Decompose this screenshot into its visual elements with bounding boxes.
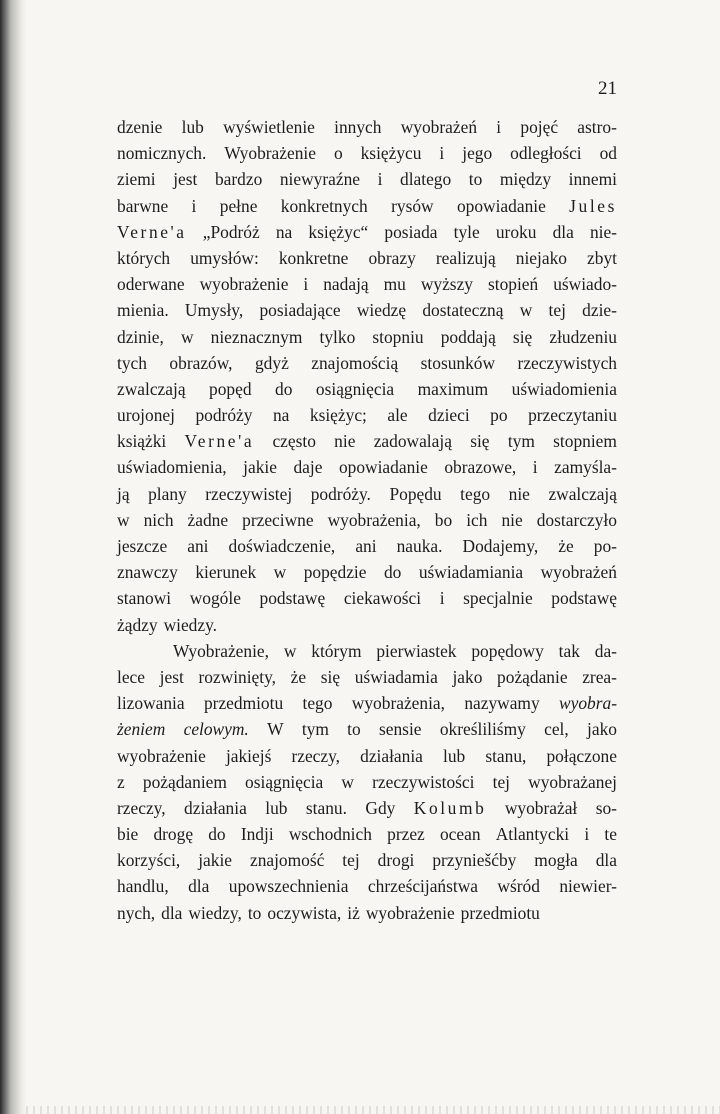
word: celowym.: [183, 719, 249, 740]
word: obrazowe,: [444, 457, 517, 478]
word: że: [558, 536, 574, 556]
word: dlatego: [400, 169, 452, 190]
word: żeniem: [117, 719, 166, 740]
word: przyniešćby: [432, 850, 517, 871]
word: nieznacznym: [210, 326, 303, 347]
word: dla: [188, 876, 210, 897]
word: popęd: [209, 378, 252, 399]
word: znajomość: [249, 850, 325, 871]
word: działania: [360, 745, 423, 766]
word: osiągnięcia: [245, 771, 324, 792]
word: niejako: [515, 247, 567, 268]
word: że: [290, 666, 307, 687]
word: jakiejś: [225, 745, 272, 766]
word: w: [519, 300, 533, 321]
page-binding-edge: [0, 0, 26, 1114]
word: iż: [347, 902, 360, 923]
word: wyobrażenia,: [351, 693, 445, 714]
word: bardzo: [214, 169, 263, 190]
word: tym: [301, 719, 329, 740]
word: stopień: [487, 274, 539, 295]
text-line: [117, 245, 617, 271]
word: dzie-: [582, 300, 617, 321]
text-line: [117, 376, 617, 402]
word: lub: [265, 797, 288, 818]
word: przedmiotu: [460, 902, 540, 923]
word: o: [333, 143, 343, 164]
word: w: [283, 640, 297, 661]
text-line: [117, 140, 617, 166]
word: to: [468, 169, 483, 190]
word: nadają: [323, 274, 369, 295]
word: jakie: [243, 457, 277, 478]
word: oderwane: [117, 274, 185, 295]
word: zamyśla-: [554, 457, 617, 478]
word: wyobrażenie: [117, 745, 206, 766]
word: niewyraźne: [279, 169, 361, 190]
word: uświadomienia,: [117, 457, 227, 478]
text-line: [117, 402, 617, 428]
word: na: [275, 221, 293, 242]
word: dla: [161, 902, 183, 923]
word: z: [117, 771, 125, 792]
word: jako: [452, 666, 483, 687]
word: Umysły,: [184, 300, 244, 321]
word: stopniu: [372, 326, 424, 347]
word: wśród: [497, 876, 540, 897]
body-text: [117, 114, 617, 926]
text-line: [117, 350, 617, 376]
word: W: [267, 719, 284, 740]
word: podstawę: [259, 588, 326, 609]
word: jako: [587, 719, 617, 740]
word: rozwinięty,: [198, 666, 277, 687]
word: żadne: [187, 509, 229, 530]
word: nie: [334, 431, 356, 452]
word: po: [490, 405, 508, 426]
word: często: [272, 431, 316, 452]
word: i: [584, 824, 590, 845]
word: obrazy: [368, 247, 416, 268]
word: jeszcze: [117, 536, 168, 556]
word: wyobrażeń: [540, 562, 617, 583]
word: opowiadanie: [456, 195, 546, 216]
word: działania: [184, 797, 247, 818]
text-line: [117, 795, 617, 821]
word: realizują: [435, 247, 496, 268]
word: innemi: [568, 169, 617, 190]
word: przeciwne: [242, 509, 314, 530]
word: pojęć: [520, 117, 559, 137]
word: wyobrażenie: [199, 274, 289, 295]
word: wyobrażał: [504, 797, 578, 818]
text-line: [117, 847, 617, 873]
text-line: [117, 585, 617, 611]
word: na: [272, 405, 290, 426]
word: dzinie,: [117, 326, 164, 347]
word: podstawę: [551, 588, 617, 609]
word: ją: [117, 483, 130, 504]
word: cel,: [544, 719, 569, 740]
word: się: [512, 326, 533, 347]
word: nazywamy: [464, 693, 540, 714]
page-number: 21: [598, 78, 617, 99]
word: rzeczy,: [291, 745, 341, 766]
word: nich: [143, 509, 174, 530]
word: podróży.: [310, 483, 371, 504]
word: mienia.: [117, 300, 169, 321]
text-line: [117, 507, 617, 533]
word: to: [247, 902, 262, 923]
word: Gdy: [365, 797, 396, 818]
word: tej: [492, 771, 511, 792]
word: i: [496, 117, 502, 137]
word: „Podróż: [202, 221, 260, 242]
word: bo: [434, 509, 453, 530]
word: do: [208, 824, 226, 845]
word: nie: [501, 509, 523, 530]
word: przeczytaniu: [528, 405, 617, 426]
text-line: [117, 743, 617, 769]
word: zwalczają: [548, 483, 617, 504]
word: sensie: [379, 719, 422, 740]
word: tego: [302, 693, 333, 714]
word: ich: [466, 509, 488, 530]
word: nauka.: [396, 536, 443, 556]
word: barwne: [117, 195, 169, 216]
word: innych: [334, 117, 382, 137]
word: uświadamiania: [418, 562, 524, 583]
word: przedmiotu: [203, 693, 284, 714]
word: mogła: [534, 850, 578, 871]
word: popędowy: [471, 640, 544, 661]
word: wiedzę: [356, 300, 407, 321]
text-line: [117, 900, 617, 926]
word: dostateczną: [422, 300, 504, 321]
word: się: [470, 431, 490, 452]
word: i: [439, 588, 445, 609]
word: ani: [187, 536, 209, 556]
word: nie-: [589, 221, 617, 242]
word: nie: [508, 483, 530, 504]
word: księżyc;: [309, 405, 367, 426]
word: korzyści,: [117, 850, 181, 871]
word: w: [341, 771, 354, 792]
word: i: [191, 195, 197, 216]
word: dla: [595, 850, 617, 871]
word: gdyż: [254, 352, 289, 373]
word: przez: [387, 824, 425, 845]
word: stanu.: [305, 797, 347, 818]
word: tych: [117, 352, 147, 373]
word: jest: [159, 666, 184, 687]
text-line: [117, 638, 617, 664]
word: pożądanie: [497, 666, 568, 687]
word: to: [347, 719, 361, 740]
word: da-: [594, 640, 617, 661]
word: tak: [558, 640, 580, 661]
word: drogę: [153, 824, 194, 845]
word: wiedzy.: [163, 614, 217, 635]
word: wyobrażenia,: [327, 509, 421, 530]
word: stanowi: [117, 588, 172, 609]
word: Indji: [240, 824, 274, 845]
word: po-: [593, 536, 617, 556]
word: do: [383, 562, 402, 583]
word: oczywista,: [267, 902, 342, 923]
word: Wyobrażenie: [224, 143, 316, 164]
word: w: [273, 562, 287, 583]
text-line: [117, 114, 617, 140]
word: astro-: [577, 117, 617, 137]
word: nych,: [117, 902, 156, 923]
word: Popędu: [389, 483, 442, 504]
word: stosunków: [420, 352, 496, 373]
word: stanu,: [485, 745, 527, 766]
word: w: [180, 326, 194, 347]
word: w: [117, 509, 130, 530]
word: pożądaniem: [142, 771, 227, 792]
text-line: [117, 690, 617, 716]
word: ziemi: [117, 169, 156, 190]
word: popędzie: [303, 562, 367, 583]
word: tego: [460, 483, 491, 504]
word: te: [604, 824, 617, 845]
word: rzeczywistych: [517, 352, 617, 373]
word: Wyobrażenie,: [173, 640, 269, 661]
word: dla: [552, 221, 574, 242]
word: połączone: [546, 745, 617, 766]
text-line: [117, 664, 617, 690]
word: podróży: [195, 405, 253, 426]
word: lizowania: [117, 693, 185, 714]
word: so-: [595, 797, 617, 818]
text-line: [117, 873, 617, 899]
word: między: [499, 169, 552, 190]
word: wschodnich: [288, 824, 372, 845]
word: wyższy: [420, 274, 473, 295]
word: którym: [311, 640, 362, 661]
word: żądzy: [117, 614, 158, 635]
word: których: [117, 247, 171, 268]
word: rzeczy,: [117, 797, 166, 818]
word: i: [439, 143, 445, 164]
word: Verne'a: [184, 431, 255, 452]
word: jego: [462, 143, 493, 164]
word: plany: [148, 483, 187, 504]
text-line: [117, 821, 617, 847]
word: wyobrażeń: [400, 117, 478, 137]
text-line: [117, 769, 617, 795]
word: obrazów,: [169, 352, 233, 373]
word: ocean: [439, 824, 481, 845]
word: stopniem: [553, 431, 617, 452]
word: tyle: [453, 221, 480, 242]
word: Kolumb: [413, 797, 487, 818]
word: zwalczają: [117, 378, 186, 399]
word: złudzeniu: [549, 326, 617, 347]
word: drogi: [377, 850, 415, 871]
text-line: [117, 193, 617, 219]
word: dzenie: [117, 117, 163, 137]
word: i: [532, 457, 538, 478]
word: dostarczyło: [536, 509, 617, 530]
text-line: [117, 428, 617, 454]
word: do: [275, 378, 293, 399]
word: znawczy: [117, 562, 178, 583]
word: opowiadanie: [338, 457, 428, 478]
word: wyobra-: [559, 693, 617, 714]
word: pierwiastek: [376, 640, 457, 661]
word: nomicznych.: [117, 143, 207, 164]
word: i: [377, 169, 383, 190]
word: zadowalają: [373, 431, 452, 452]
word: pełne: [219, 195, 258, 216]
word: bie: [117, 824, 139, 845]
word: tylko: [319, 326, 356, 347]
word: Verne'a: [117, 221, 187, 242]
word: rzeczywistości: [372, 771, 475, 792]
word: daje: [293, 457, 323, 478]
word: zrea-: [582, 666, 617, 687]
word: księżyc“: [308, 221, 369, 242]
word: uroku: [495, 221, 537, 242]
word: Atlantycki: [495, 824, 570, 845]
word: zbyt: [587, 247, 617, 268]
word: osiągnięcia: [315, 378, 395, 399]
word: tej: [342, 850, 360, 871]
text-line: [117, 166, 617, 192]
word: wyświetlenie: [223, 117, 315, 137]
word: lub: [442, 745, 466, 766]
text-line: [117, 533, 617, 559]
word: specjalnie: [463, 588, 533, 609]
word: wyobrażenie: [365, 902, 455, 923]
word: odległości: [510, 143, 582, 164]
word: maximum: [417, 378, 489, 399]
word: urojonej: [117, 405, 175, 426]
word: lece: [117, 666, 145, 687]
word: uświadomienia: [511, 378, 617, 399]
word: niewier-: [559, 876, 617, 897]
word: kierunek: [195, 562, 257, 583]
word: handlu,: [117, 876, 169, 897]
word: jakie: [198, 850, 233, 871]
word: konkretne: [278, 247, 349, 268]
word: tym: [507, 431, 535, 452]
word: poddają: [440, 326, 496, 347]
word: rzeczywistej: [205, 483, 293, 504]
word: wiedzy,: [188, 902, 242, 923]
text-line: [117, 454, 617, 480]
word: posiadające: [259, 300, 341, 321]
word: Dodajemy,: [462, 536, 539, 556]
word: tej: [548, 300, 566, 321]
word: określiliśmy: [439, 719, 526, 740]
word: konkretnych: [280, 195, 368, 216]
text-line: [117, 271, 617, 297]
text-line: [117, 559, 617, 585]
word: upowszechnienia: [228, 876, 349, 897]
word: znajomością: [311, 352, 399, 373]
word: dzieci: [428, 405, 470, 426]
word: od: [599, 143, 617, 164]
word: ale: [387, 405, 408, 426]
word: jest: [173, 169, 198, 190]
word: Jules: [569, 195, 617, 216]
word: wyobrażanej: [528, 771, 617, 792]
text-line: [117, 297, 617, 323]
word: księżycu: [360, 143, 422, 164]
text-line: [117, 716, 617, 742]
word: ani: [355, 536, 377, 556]
word: lub: [181, 117, 204, 137]
page-bottom-edge: [26, 1106, 720, 1114]
word: umysłów:: [190, 247, 259, 268]
word: i: [303, 274, 309, 295]
word: ciekawości: [343, 588, 422, 609]
text-line: [117, 219, 617, 245]
word: posiada: [384, 221, 438, 242]
word: się: [320, 666, 341, 687]
word: książki: [117, 431, 167, 452]
word: uświado-: [553, 274, 617, 295]
text-line: [117, 481, 617, 507]
word: mu: [383, 274, 406, 295]
word: chrześcijaństwa: [367, 876, 479, 897]
word: wogóle: [189, 588, 241, 609]
word: doświadczenie,: [228, 536, 336, 556]
text-line: [117, 612, 617, 638]
word: uświadamia: [354, 666, 438, 687]
text-line: [117, 324, 617, 350]
word: rysów: [391, 195, 434, 216]
